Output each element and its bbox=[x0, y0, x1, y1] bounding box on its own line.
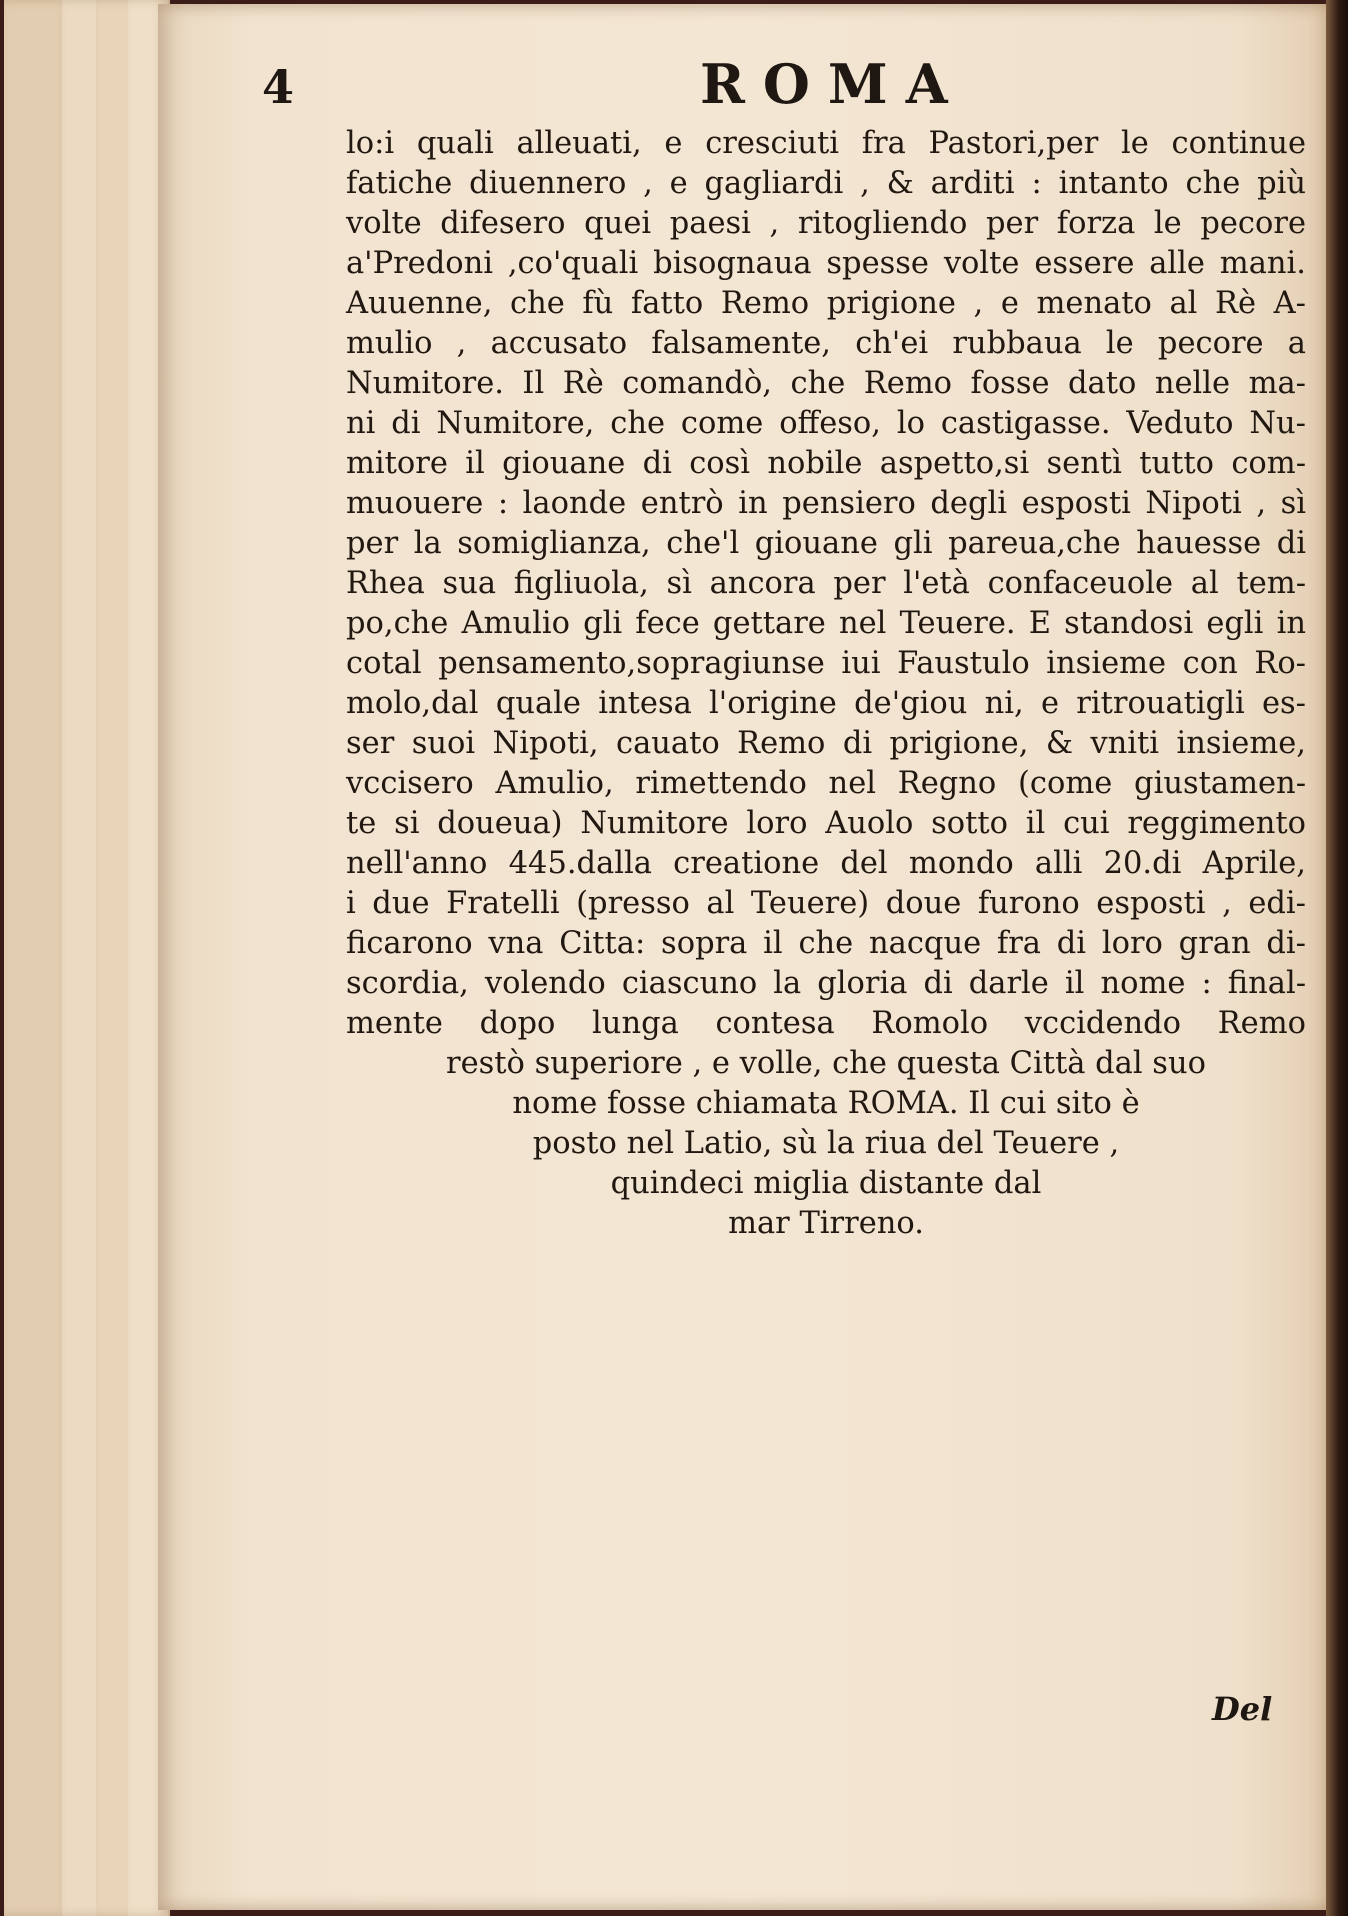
text-line: i due Fratelli (presso al Teuere) doue furono esposti , edi- bbox=[346, 886, 1306, 921]
text-line: nell'anno 445.dalla creatione del mondo alli 20.di Aprile, bbox=[346, 846, 1306, 881]
text-line: volte difesero quei paesi , ritogliendo per forza le pecore bbox=[346, 206, 1306, 241]
text-line: ser suoi Nipoti, cauato Remo di prigione, & vniti insieme, bbox=[346, 726, 1306, 761]
text-line: te si doueua) Numitore loro Auolo sotto il cui reggimento bbox=[346, 806, 1306, 841]
text-line: cotal pensamento,sopragiunse iui Faustulo insieme con Ro- bbox=[346, 646, 1306, 681]
text-line: mar Tirreno. bbox=[728, 1206, 924, 1241]
text-line: mitore il giouane di così nobile aspetto,si sentì tutto com- bbox=[346, 446, 1306, 481]
text-line: fatiche diuennero , e gagliardi , & arditi : intanto che più bbox=[346, 166, 1306, 201]
text-line: Rhea sua figliuola, sì ancora per l'età confaceuole al tem- bbox=[346, 566, 1306, 601]
text-line: mulio , accusato falsamente, ch'ei rubbaua le pecore a bbox=[346, 326, 1306, 361]
text-line: vccisero Amulio, rimettendo nel Regno (come giustamen- bbox=[346, 766, 1306, 801]
text-line: po,che Amulio gli fece gettare nel Teuere. E standosi egli in bbox=[346, 606, 1306, 641]
text-line: muouere : laonde entrò in pensiero degli esposti Nipoti , sì bbox=[346, 486, 1306, 521]
text-line: nome fosse chiamata ROMA. Il cui sito è bbox=[512, 1086, 1140, 1121]
catchword: Del bbox=[1212, 1690, 1273, 1728]
text-line: quindeci miglia distante dal bbox=[610, 1166, 1042, 1201]
text-line: per la somiglianza, che'l giouane gli pareua,che hauesse di bbox=[346, 526, 1306, 561]
body-text bbox=[346, 124, 1306, 1244]
text-line: restò superiore , e volle, che questa Città dal suo bbox=[446, 1046, 1206, 1081]
text-line: mente dopo lunga contesa Romolo vccidendo Remo bbox=[346, 1006, 1306, 1041]
page-number: 4 bbox=[262, 60, 295, 114]
binding-shadow bbox=[1326, 0, 1348, 1916]
text-line: lo:i quali alleuati, e cresciuti fra Pastori,per le continue bbox=[346, 126, 1306, 161]
text-line: posto nel Latio, sù la riua del Teuere , bbox=[532, 1126, 1120, 1161]
text-line: a'Predoni ,co'quali bisognaua spesse volte essere alle mani. bbox=[346, 246, 1306, 281]
running-head: ROMA bbox=[700, 52, 966, 116]
text-line: Numitore. Il Rè comandò, che Remo fosse dato nelle ma- bbox=[346, 366, 1306, 401]
text-line: ficarono vna Citta: sopra il che nacque fra di loro gran di- bbox=[346, 926, 1306, 961]
text-line: molo,dal quale intesa l'origine de'giou ni, e ritrouatigli es- bbox=[346, 686, 1306, 721]
text-line: Auuenne, che fù fatto Remo prigione , e menato al Rè A- bbox=[346, 286, 1306, 321]
text-line: scordia, volendo ciascuno la gloria di darle il nome : final- bbox=[346, 966, 1306, 1001]
text-line: ni di Numitore, che come offeso, lo castigasse. Veduto Nu- bbox=[346, 406, 1306, 441]
